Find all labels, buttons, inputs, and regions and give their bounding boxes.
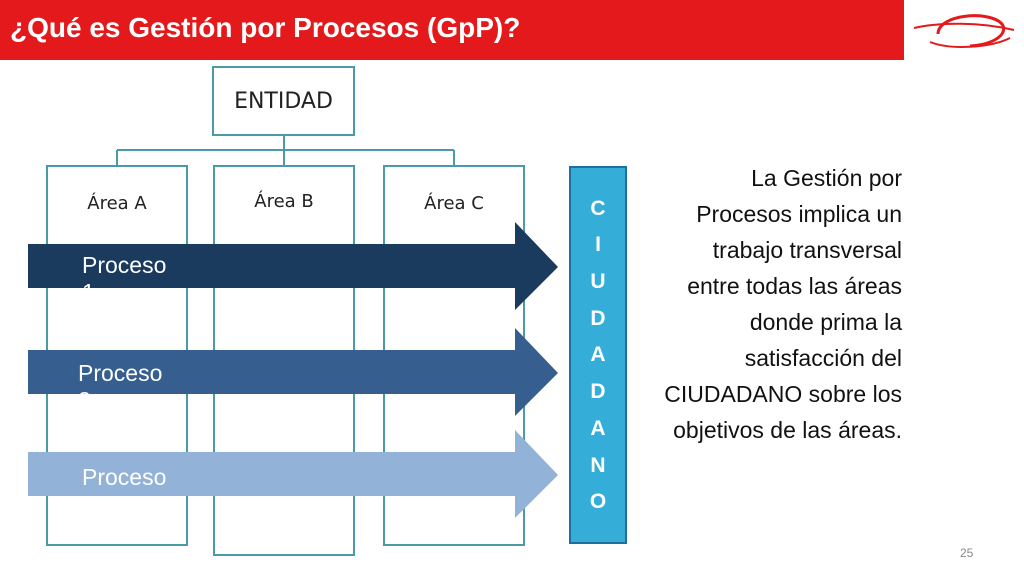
area-label-a: Área A [87,193,147,214]
process-label-2: Proceso 2 [78,360,163,413]
process-label-1: Proceso 1 [82,252,167,305]
citizen-letter: D [590,306,606,330]
citizen-letter: N [590,453,606,477]
citizen-letter: O [589,490,607,514]
process-label-3: Proceso 3 [82,464,167,517]
citizen-letter: I [595,233,601,257]
logo-icon [910,4,1016,56]
citizen-bar [569,166,627,544]
slide-title: ¿Qué es Gestión por Procesos (GpP)? [10,12,521,43]
entity-label: ENTIDAD [234,88,333,114]
citizen-letter: U [590,270,606,294]
area-label-b: Área B [254,191,314,212]
citizen-letter: D [590,380,606,404]
title-bar [0,0,904,60]
citizen-letter: A [590,416,606,440]
area-label-c: Área C [424,193,484,214]
description-text: La Gestión por Procesos implica un trabajo transversal entre todas las áreas donde prima la satisfacción del CIUDADANO sobre los objetivos de las áreas. [664,165,902,443]
page-number: 25 [960,546,974,560]
entity-box [212,66,355,136]
citizen-letter: A [590,343,606,367]
citizen-letter: C [590,196,606,220]
